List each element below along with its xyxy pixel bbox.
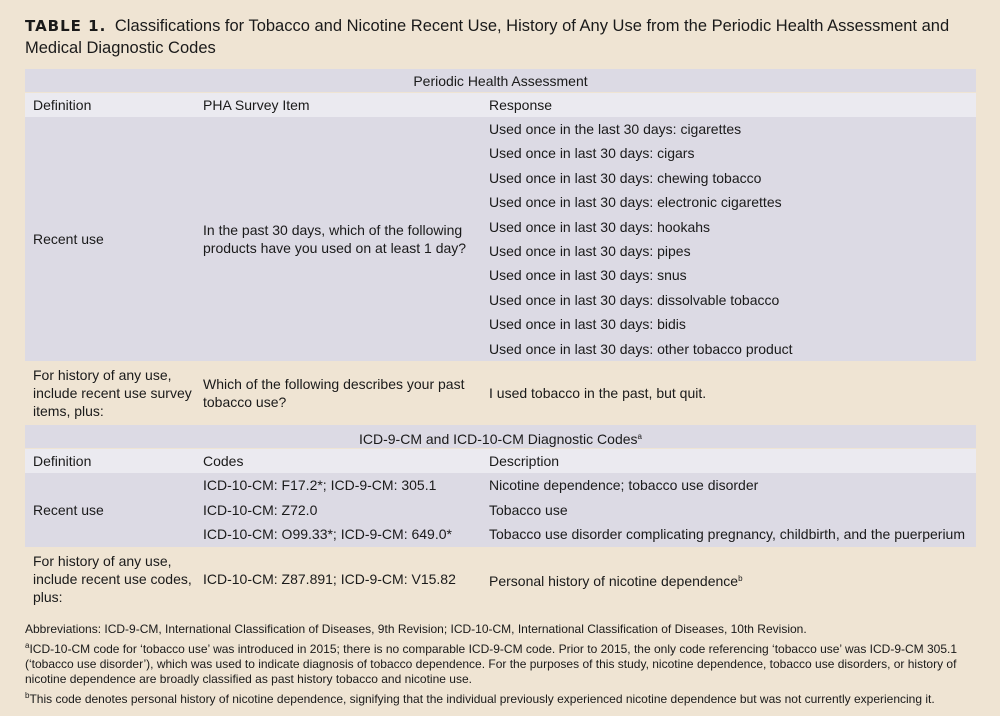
pha-response-item: Used once in the last 30 days: cigarettes (489, 121, 742, 137)
footnote-a-text: ICD-10-CM code for ‘tobacco use’ was introduced in 2015; there is no comparable ICD-9-CM code. Prior to 2015, the only code referencing ‘tobacco use’ was ICD-9-CM 305.1 (‘tobacco use disorder’), which was used to indicate diagnosis of tobacco dependence. For the purposes of this study, nicotine dependence, tobacco use disorders, or history of nicotine dependence are broadly classified as past history tobacco and nicotine use. (25, 642, 958, 686)
col-header-definition: Definition (33, 97, 92, 113)
col-header-survey-item: PHA Survey Item (203, 97, 310, 113)
footnote-a (25, 638, 985, 687)
pha-recent-item: In the past 30 days, which of the following products have you used on at least 1 day? (203, 222, 467, 256)
icd-history-definition: For history of any use, include recent use codes, plus: (33, 553, 192, 605)
icd-description: Nicotine dependence; tobacco use disorder (489, 477, 759, 493)
abbreviations-note: Abbreviations: ICD-9-CM, International Classification of Diseases, 9th Revision; ICD-10-CM, International Classification of Diseases, 10th Revision. (25, 622, 807, 636)
pha-response-item: Used once in last 30 days: pipes (489, 243, 691, 259)
pha-history-response: I used tobacco in the past, but quit. (489, 385, 707, 401)
pha-history-item: Which of the following describes your past tobacco use? (203, 376, 465, 410)
col-header-codes: Codes (203, 453, 244, 469)
pha-history-row (25, 361, 976, 425)
icd-recent-use-row (25, 473, 976, 547)
pha-history-definition: For history of any use, include recent use survey items, plus: (33, 367, 192, 419)
table-footnotes (25, 622, 985, 708)
pha-section-title: Periodic Health Assessment (413, 73, 588, 89)
icd-section-title: ICD-9-CM and ICD-10-CM Diagnostic Codes (359, 431, 638, 447)
table-label: TABLE 1. (25, 17, 107, 35)
col-header-description: Description (489, 453, 560, 469)
pha-response-item: Used once in last 30 days: snus (489, 267, 687, 283)
pha-recent-use-row (25, 117, 976, 361)
icd-recent-definition: Recent use (33, 502, 104, 518)
pha-response-item: Used once in last 30 days: bidis (489, 316, 686, 332)
footnote-a-marker: a (25, 641, 30, 650)
pha-response-item: Used once in last 30 days: dissolvable tobacco (489, 292, 780, 308)
footnote-b-marker: b (738, 574, 743, 583)
pha-response-item: Used once in last 30 days: electronic cigarettes (489, 194, 782, 210)
icd-description: Tobacco use disorder complicating pregnancy, childbirth, and the puerperium (489, 526, 966, 542)
icd-description: Tobacco use (489, 502, 568, 518)
col-header-response: Response (489, 97, 553, 113)
icd-column-headers (25, 449, 976, 473)
pha-response-item: Used once in last 30 days: other tobacco product (489, 341, 793, 357)
pha-response-item: Used once in last 30 days: chewing tobacco (489, 170, 762, 186)
pha-response-item: Used once in last 30 days: cigars (489, 145, 695, 161)
classification-table (25, 69, 976, 611)
icd-history-description-cell (489, 570, 743, 590)
table-title (25, 15, 985, 59)
icd-section-footnote-marker: a (637, 432, 642, 441)
footnote-b-note-marker: b (25, 691, 30, 700)
col-header-definition: Definition (33, 453, 92, 469)
icd-code: ICD-10-CM: O99.33*; ICD-9-CM: 649.0* (203, 526, 452, 542)
icd-code: ICD-10-CM: F17.2*; ICD-9-CM: 305.1 (203, 477, 437, 493)
icd-section-header (25, 425, 976, 449)
icd-history-description: Personal history of nicotine dependence (489, 573, 739, 589)
icd-code: ICD-10-CM: Z72.0 (203, 502, 318, 518)
pha-recent-definition: Recent use (33, 231, 104, 247)
icd-history-row (25, 547, 976, 611)
pha-column-headers (25, 93, 976, 117)
footnote-b-text: This code denotes personal history of nicotine dependence, signifying that the individual previously experienced nicotine dependence but was not currently experiencing it. (29, 692, 935, 706)
pha-response-item: Used once in last 30 days: hookahs (489, 219, 711, 235)
footnote-b (25, 688, 985, 707)
table-title-text: Classifications for Tobacco and Nicotine Recent Use, History of Any Use from the Periodic Health Assessment and Medical Diagnostic Codes (25, 17, 950, 57)
icd-history-code: ICD-10-CM: Z87.891; ICD-9-CM: V15.82 (203, 571, 456, 587)
pha-section-header (25, 69, 976, 93)
